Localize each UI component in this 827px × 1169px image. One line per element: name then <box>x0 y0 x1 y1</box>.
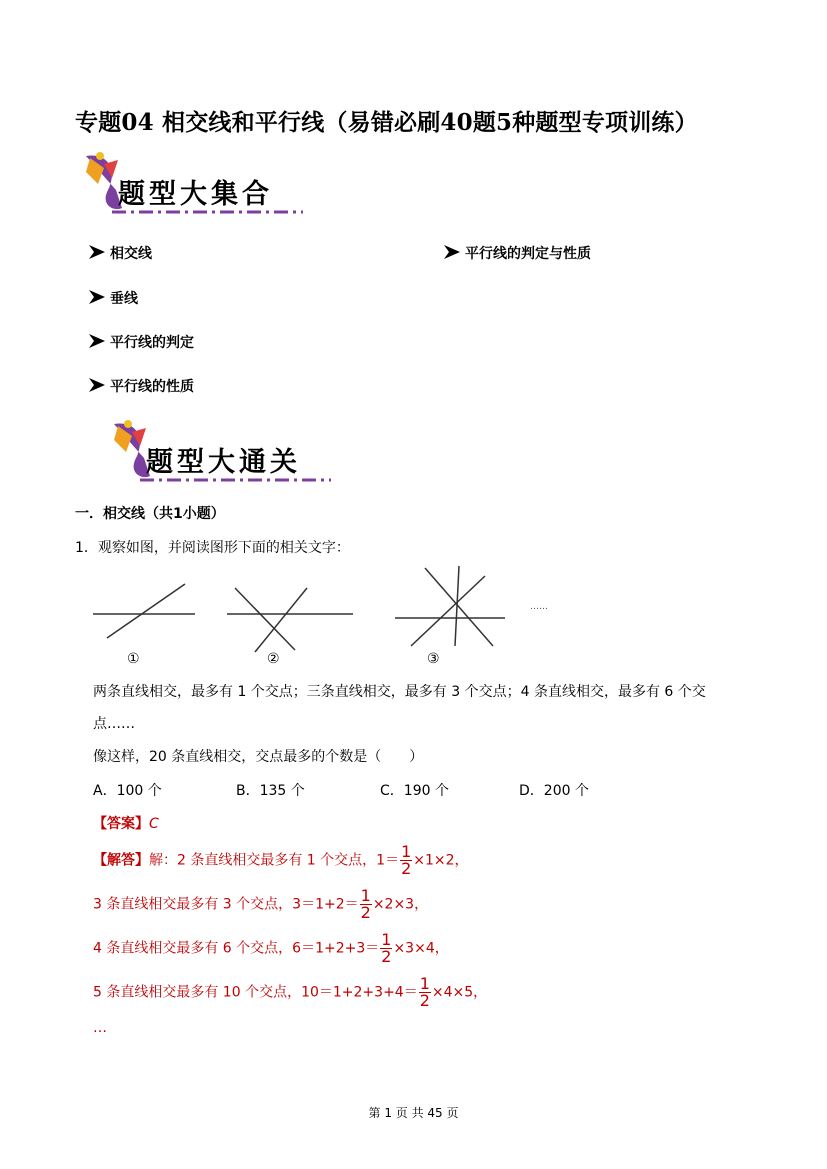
topic-item: 平行线的判定 <box>88 332 194 353</box>
answer-value: C <box>149 816 159 832</box>
banner-title: 题型大通关 <box>146 447 301 478</box>
answer-line: 【答案】C <box>93 816 159 832</box>
figure-continuation: …… <box>530 602 548 612</box>
banner-title: 题型大集合 <box>118 179 273 210</box>
solution-line: 5 条直线相交最多有 10 个交点，10＝1+2+3+4＝ $\frac{1}{2}$ ×4×5， <box>93 974 488 1010</box>
topic-item: 平行线的性质 <box>88 376 194 397</box>
arrow-bullet-icon <box>88 377 110 397</box>
solution-line: 【解答】解：2 条直线相交最多有 1 个交点，1＝ $\frac{1}{2}$ ×1×2， <box>93 842 469 878</box>
solution-line: 4 条直线相交最多有 6 个交点，6＝1+2+3＝ $\frac{1}{2}$ ×3×4， <box>93 930 449 966</box>
section-heading: 一．相交线（共1小题） <box>75 506 225 522</box>
solution-ellipsis: … <box>93 1020 107 1036</box>
arrow-bullet-icon <box>88 289 110 309</box>
solution-line: 3 条直线相交最多有 3 个交点，3＝1+2＝ $\frac{1}{2}$ ×2×3， <box>93 886 429 922</box>
banner-topic-practice <box>106 418 356 488</box>
intersecting-lines-figure <box>85 562 545 672</box>
question-text-line: 点…… <box>93 716 135 732</box>
page-footer: 第 1 页 共 45 页 <box>368 1106 459 1120</box>
arrow-bullet-icon <box>443 244 465 264</box>
banner-topic-collection <box>78 150 328 220</box>
question-stem: 像这样，20 条直线相交，交点最多的个数是（ ） <box>93 749 424 765</box>
option-c: C．190 个 <box>380 783 449 799</box>
figure-label: ② <box>267 651 280 667</box>
topic-item: 平行线的判定与性质 <box>443 243 591 264</box>
question-prompt: 1．观察如图，并阅读图形下面的相关文字： <box>75 540 350 556</box>
option-d: D．200 个 <box>519 783 589 799</box>
arrow-bullet-icon <box>88 244 110 264</box>
figure-label: ① <box>127 651 140 667</box>
question-text-line: 两条直线相交，最多有 1 个交点；三条直线相交，最多有 3 个交点；4 条直线相交，最多有 6 个交 <box>93 684 706 700</box>
topic-item: 垂线 <box>88 288 138 309</box>
topic-item: 相交线 <box>88 243 152 264</box>
arrow-bullet-icon <box>88 333 110 353</box>
figure-label: ③ <box>427 651 440 667</box>
page-title: 专题04 相交线和平行线（易错必刷40题5种题型专项训练） <box>75 109 698 136</box>
option-b: B．135 个 <box>236 783 305 799</box>
option-a: A．100 个 <box>93 783 162 799</box>
